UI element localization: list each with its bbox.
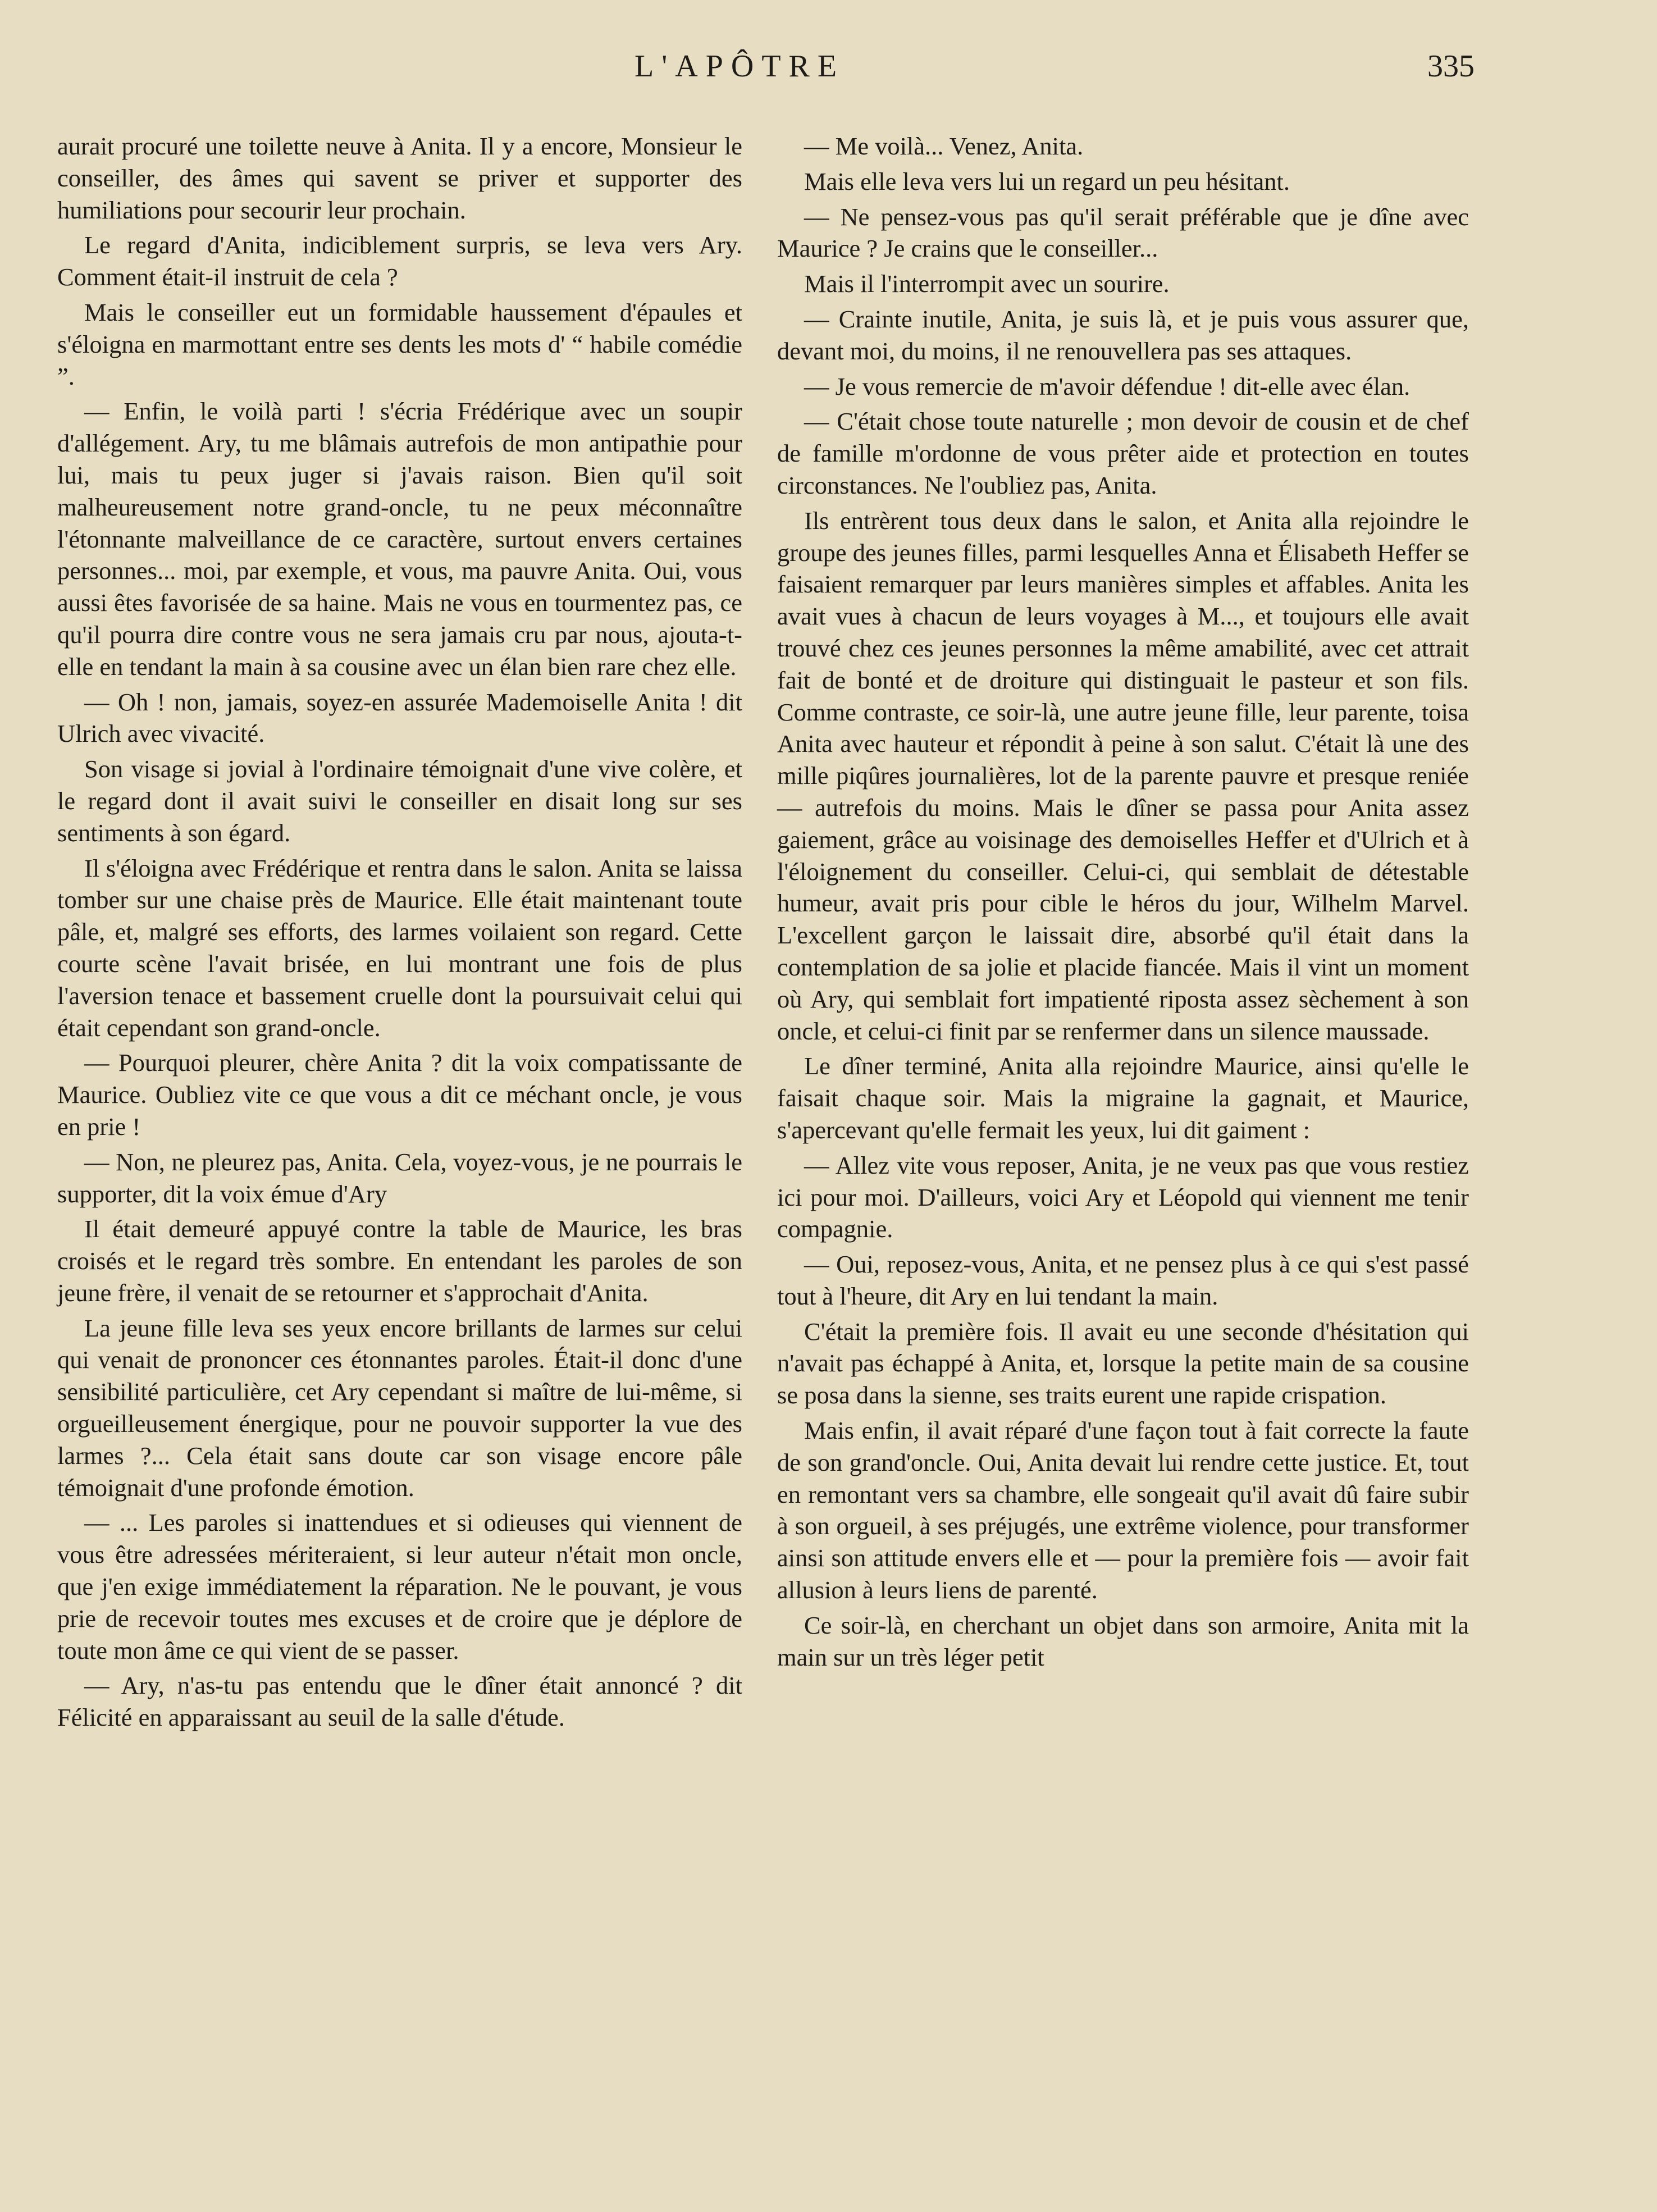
paragraph: Ils entrèrent tous deux dans le salon, et Anita alla rejoindre le groupe des jeunes filles, parmi lesquelles Anna et Élisabeth Heffer se faisaient remarquer par leurs manières simples et affables. Anita les avait vues à chacun de leurs voyages à M..., et toujours elle avait trouvé chez ces jeunes personnes la même amabilité, avec cet attrait fait de bonté et de droiture qui distinguait le pasteur et son fils. Comme contraste, ce soir-là, une autre jeune fille, leur parente, toisa Anita avec hauteur et répondit à peine à son salut. C'était là une des mille piqûres journalières, lot de la parente pauvre et presque reniée — autrefois du moins. Mais le dîner se passa pour Anita assez gaiement, grâce au voisinage des demoiselles Heffer et d'Ulrich et à l'éloignement du conseiller. Celui-ci, qui semblait de détestable humeur, avait pris pour cible le héros du jour, Wilhelm Marvel. L'excellent garçon le laissait dire, absorbé qu'il était dans la contemplation de sa jolie et placide fiancée. Mais il vint un moment où Ary, qui semblait fort impatienté riposta assez sèchement à son oncle, et celui-ci finit par se renfermer dans un silence maussade.: [777, 506, 1469, 1045]
paragraph: — Oui, reposez-vous, Anita, et ne pensez plus à ce qui s'est passé tout à l'heure, dit Ary en lui tendant la main.: [777, 1250, 1469, 1310]
paragraph: Mais enfin, il avait réparé d'une façon tout à fait correcte la faute de son grand'oncle. Oui, Anita devait lui rendre cette justice. Et, tout en remontant vers sa chambre, elle songeait qu'il avait dû faire subir à son orgueil, à ses préjugés, une extrême violence, pour transformer ainsi son attitude envers elle et — pour la première fois — avoir fait allusion à leurs liens de parenté.: [777, 1416, 1469, 1604]
paragraph: Il était demeuré appuyé contre la table de Maurice, les bras croisés et le regard très sombre. En entendant les paroles de son jeune frère, il venait de se retourner et s'approchait d'Anita.: [57, 1215, 742, 1307]
paragraph: Le dîner terminé, Anita alla rejoindre Maurice, ainsi qu'elle le faisait chaque soir. Mais la migraine la gagnait, et Maurice, s'apercevant qu'elle fermait les yeux, lui dit gaiment :: [777, 1052, 1469, 1144]
paragraph: — Pourquoi pleurer, chère Anita ? dit la voix compatissante de Maurice. Oubliez vite ce que vous a dit ce méchant oncle, je vous en prie !: [57, 1048, 742, 1141]
paragraph: Il s'éloigna avec Frédérique et rentra dans le salon. Anita se laissa tomber sur une chaise près de Maurice. Elle était maintenant toute pâle, et, malgré ses efforts, des larmes voilaient son regard. Cette courte scène l'avait brisée, en lui montrant une fois de plus l'aversion tenace et bassement cruelle dont la poursuivait celui qui était cependant son grand-oncle.: [57, 854, 742, 1042]
paragraph: Ce soir-là, en cherchant un objet dans son armoire, Anita mit la main sur un très léger petit: [777, 1611, 1469, 1671]
running-title: L'APÔTRE: [635, 49, 845, 84]
paragraph: Son visage si jovial à l'ordinaire témoignait d'une vive colère, et le regard dont il avait suivi le conseiller en disait long sur ses sentiments à son égard.: [57, 755, 742, 847]
paragraph: aurait procuré une toilette neuve à Anita. Il y a encore, Monsieur le conseiller, des âmes qui savent se priver et supporter des humiliations pour secourir leur prochain.: [57, 132, 742, 224]
paragraph: — Ne pensez-vous pas qu'il serait préférable que je dîne avec Maurice ? Je crains que le conseiller...: [777, 202, 1469, 263]
paragraph: — Crainte inutile, Anita, je suis là, et je puis vous assurer que, devant moi, du moins, il ne renouvellera pas ses attaques.: [777, 304, 1469, 365]
running-header: [0, 48, 1657, 99]
page-number: 335: [1427, 49, 1475, 84]
paragraph: C'était la première fois. Il avait eu une seconde d'hésitation qui n'avait pas échappé à Anita, et, lorsque la petite main de sa cousine se posa dans la sienne, ses traits eurent une rapide crispation.: [777, 1317, 1469, 1410]
left-column: [57, 130, 742, 1737]
paragraph: La jeune fille leva ses yeux encore brillants de larmes sur celui qui venait de prononcer ces étonnantes paroles. Était-il donc d'une sensibilité particulière, cet Ary cependant si maître de lui-même, si orgueilleusement énergique, pour ne pouvoir supporter la vue des larmes ?... Cela était sans doute car son visage encore pâle témoignait d'une profonde émotion.: [57, 1313, 742, 1502]
paragraph: — Allez vite vous reposer, Anita, je ne veux pas que vous restiez ici pour moi. D'ailleurs, voici Ary et Léopold qui viennent me tenir compagnie.: [777, 1151, 1469, 1243]
paragraph: Le regard d'Anita, indiciblement surpris, se leva vers Ary. Comment était-il instruit de cela ?: [57, 231, 742, 291]
paragraph: — Me voilà... Venez, Anita.: [804, 132, 1084, 160]
paragraph: Mais il l'interrompit avec un sourire.: [804, 270, 1170, 298]
paragraph: — Enfin, le voilà parti ! s'écria Frédérique avec un soupir d'allégement. Ary, tu me blâmais autrefois de mon antipathie pour lui, mais tu peux juger si j'avais raison. Bien qu'il soit malheureusement notre grand-oncle, tu ne peux méconnaître l'étonnante malveillance de ce caractère, surtout envers certaines personnes... moi, par exemple, et vous, ma pauvre Anita. Oui, vous aussi êtes favorisée de sa haine. Mais ne vous en tourmentez pas, ce qu'il pourra dire contre vous ne sera jamais cru par nous, ajouta-t-elle en tendant la main à sa cousine avec un élan bien rare chez elle.: [57, 397, 742, 681]
paragraph: Mais le conseiller eut un formidable haussement d'épaules et s'éloigna en marmottant entre ses dents les mots d' “ habile comédie ”.: [57, 298, 742, 390]
paragraph: — Oh ! non, jamais, soyez-en assurée Mademoiselle Anita ! dit Ulrich avec vivacité.: [57, 687, 742, 748]
paragraph: — Non, ne pleurez pas, Anita. Cela, voyez-vous, je ne pourrais le supporter, dit la voix émue d'Ary: [57, 1147, 742, 1208]
paragraph: — Ary, n'as-tu pas entendu que le dîner était annoncé ? dit Félicité en apparaissant au seuil de la salle d'étude.: [57, 1671, 742, 1732]
right-column: [777, 130, 1469, 1676]
paragraph: — ... Les paroles si inattendues et si odieuses qui viennent de vous être adressées mériteraient, si leur auteur n'était mon oncle, que j'en exige immédiatement la réparation. Ne le pouvant, je vous prie de recevoir toutes mes excuses et de croire que je déplore de toute mon âme ce qui vient de se passer.: [57, 1508, 742, 1664]
paragraph: Mais elle leva vers lui un regard un peu hésitant.: [804, 167, 1290, 195]
paragraph: — Je vous remercie de m'avoir défendue ! dit-elle avec élan.: [804, 372, 1410, 400]
paragraph: — C'était chose toute naturelle ; mon devoir de cousin et de chef de famille m'ordonne de vous prêter aide et protection en toutes circonstances. Ne l'oubliez pas, Anita.: [777, 407, 1469, 499]
